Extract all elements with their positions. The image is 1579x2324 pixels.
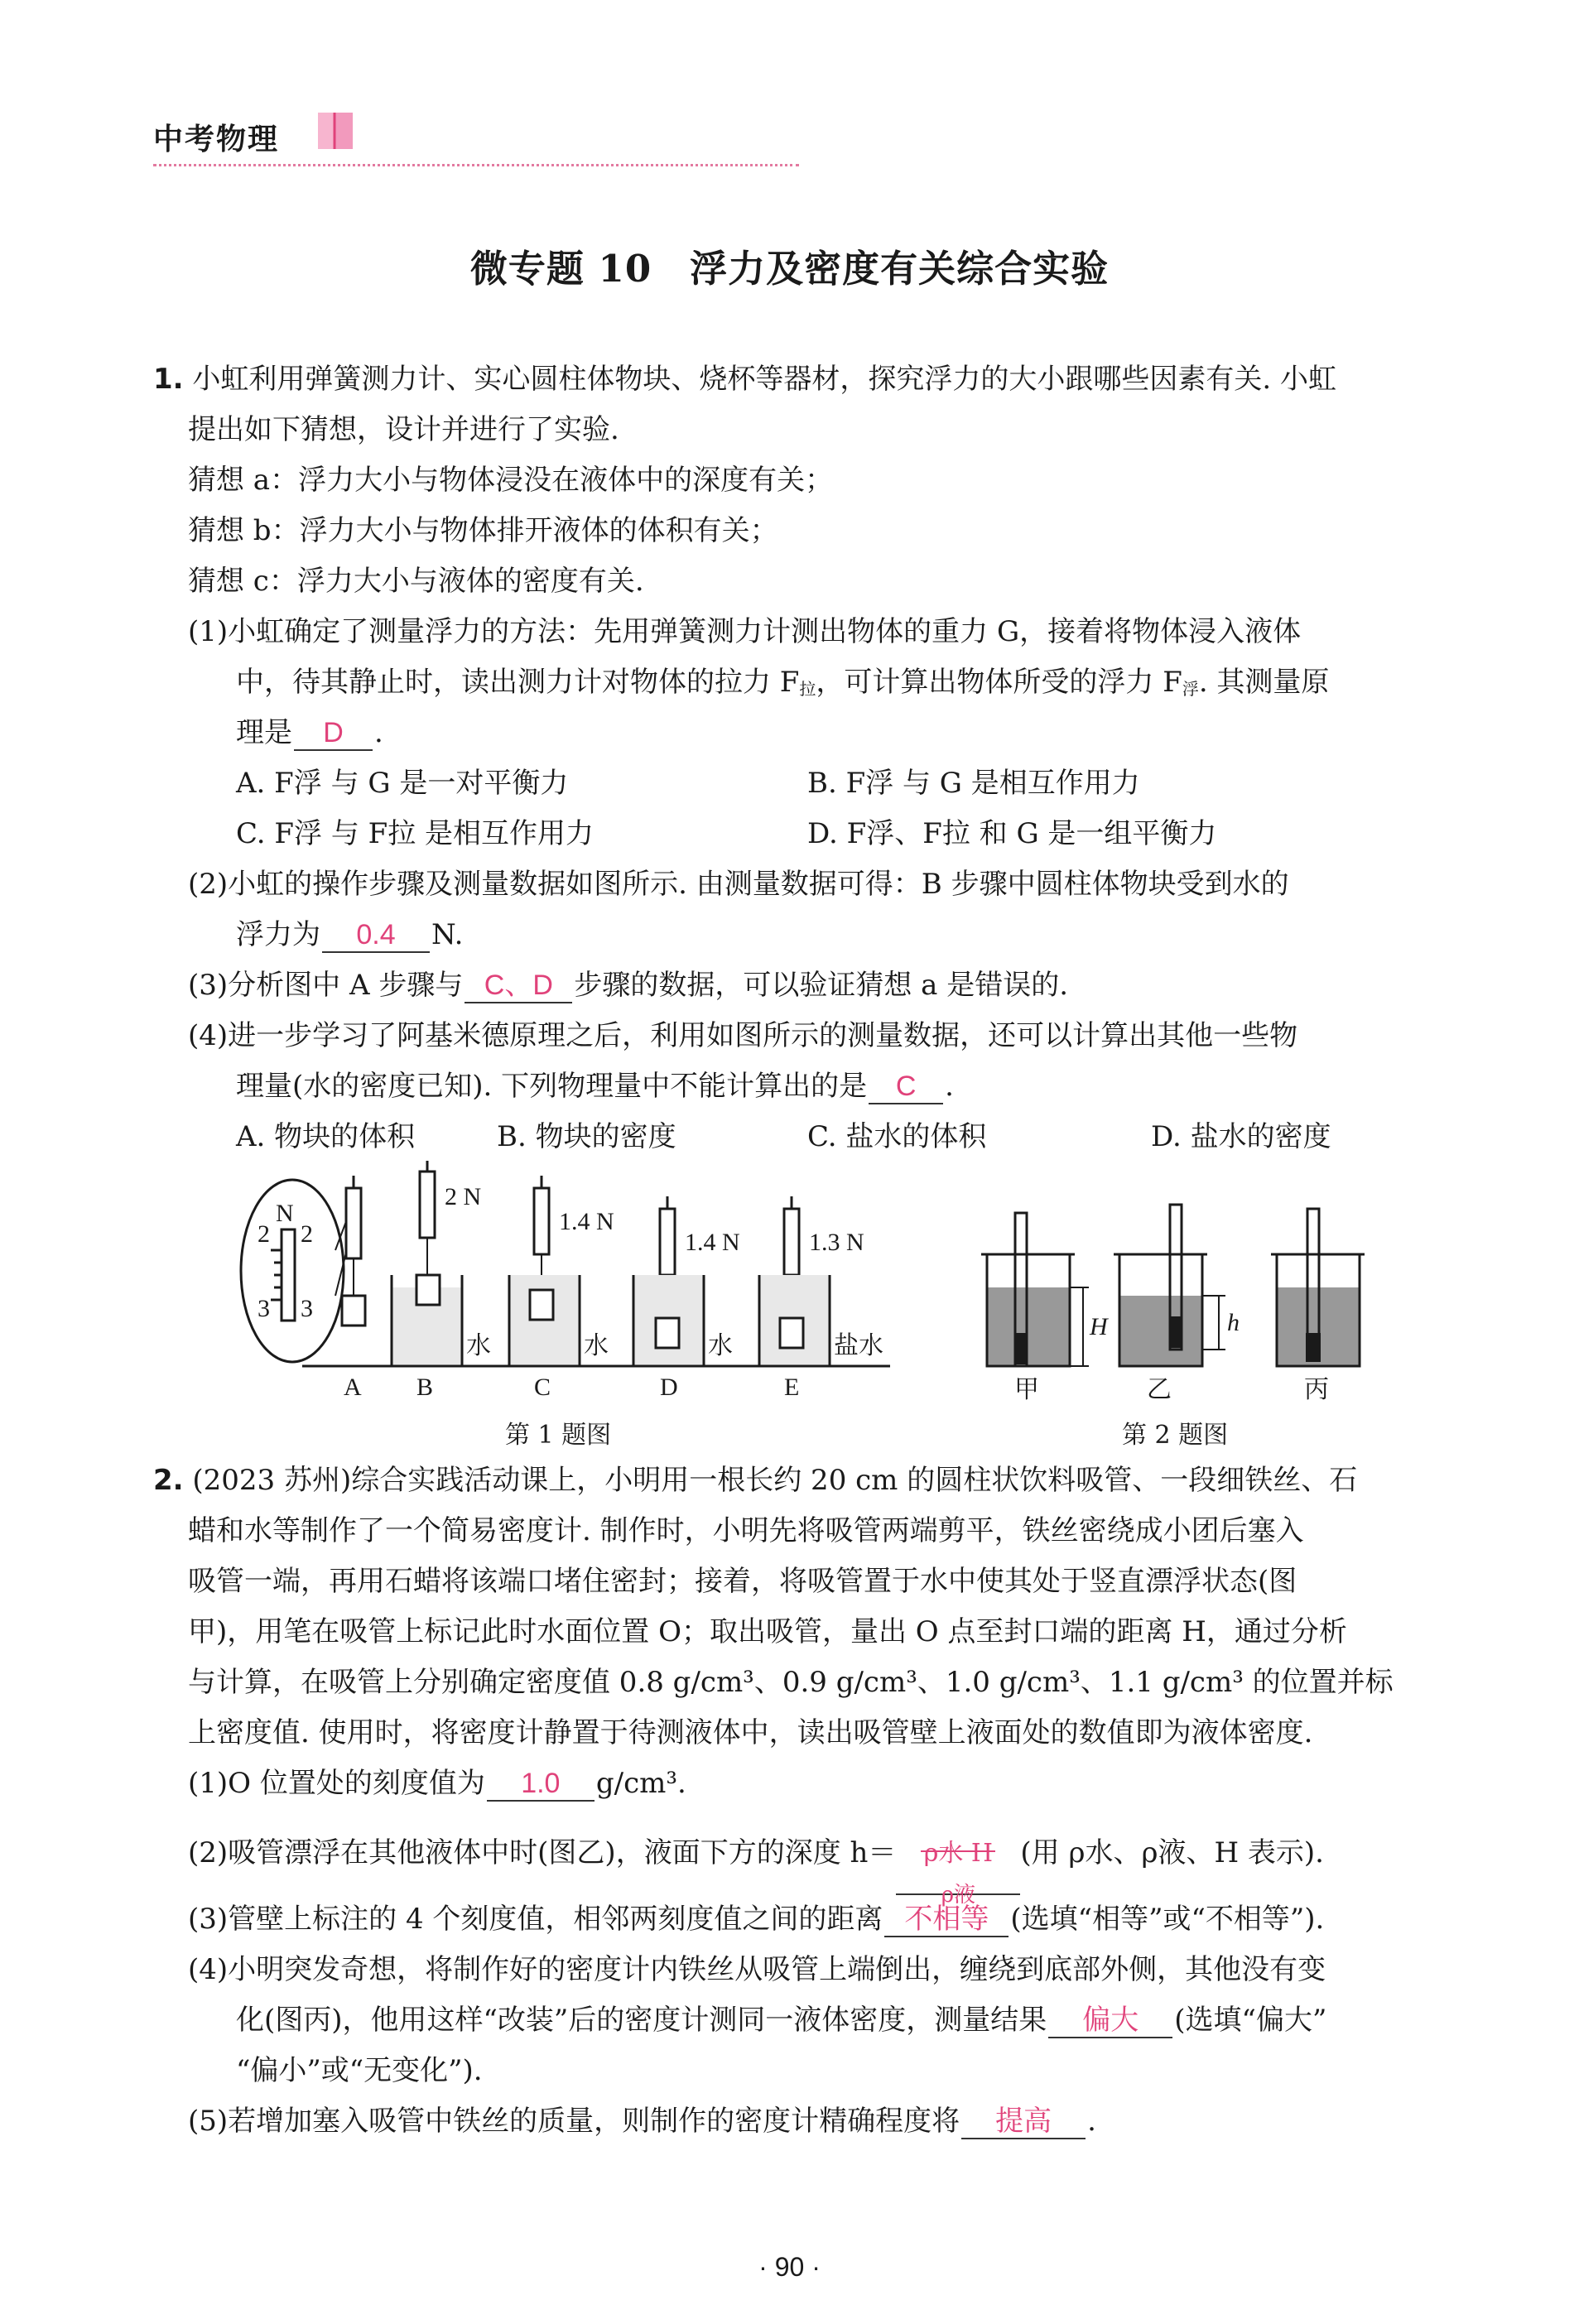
q1-part3: (3)分析图中 A 步骤与 C、D 步骤的数据，可以验证猜想 a 是错误的. xyxy=(188,969,1069,1002)
q2-line3: 吸管一端，再用石蜡将该端口堵住密封；接着，将吸管置于水中使其处于竖直漂浮状态(图 xyxy=(188,1565,1297,1598)
q1-part1-line2: 中，待其静止时，读出测力计对物体的拉力 $F_拉$，可计算出物体所受的浮力 $F_浮$. 其测量原 xyxy=(236,666,1330,699)
fraction-numerator: ρ水 H xyxy=(923,1839,994,1868)
q1-part4-option-b: B. 物块的密度 xyxy=(497,1120,676,1153)
book-icon xyxy=(315,109,356,152)
q1-part2-answer: 0.4 xyxy=(322,918,430,953)
page-title: 微专题 10 浮力及密度有关综合实验 xyxy=(469,247,1110,291)
label-h: h xyxy=(1227,1309,1240,1336)
scale-label-3-right: 3 xyxy=(301,1295,313,1322)
q2-number: 2. xyxy=(153,1464,184,1497)
reading-b: 2 N xyxy=(445,1183,482,1210)
figure-2 xyxy=(977,1192,1474,1407)
beaker-bing xyxy=(1271,1209,1365,1403)
q2-part2-answer xyxy=(896,1814,1020,1908)
label-jia: 甲 xyxy=(1014,1376,1039,1403)
q1-part1-line3: 理是 D . xyxy=(236,716,383,749)
q1-part4-option-a: A. 物块的体积 xyxy=(236,1120,416,1153)
label-yi: 乙 xyxy=(1147,1376,1172,1403)
fraction-bar xyxy=(921,1850,995,1852)
q2-part3: (3)管壁上标注的 4 个刻度值，相邻两刻度值之间的距离 不相等 (选填“相等”或“不相等”). xyxy=(188,1903,1325,1936)
q1-guess-a: 猜想 a：浮力大小与物体浸没在液体中的深度有关； xyxy=(188,464,834,497)
label-bing: 丙 xyxy=(1304,1376,1329,1403)
scale-label-3-left: 3 xyxy=(258,1295,270,1322)
q1-number: 1. xyxy=(153,363,184,396)
q1-option-a: A. F浮 与 G 是一对平衡力 xyxy=(236,767,569,800)
beaker-jia xyxy=(981,1213,1110,1403)
liquid-d: 水 xyxy=(708,1332,733,1359)
figure-1 xyxy=(236,1159,898,1407)
q2-line4: 甲)，用笔在吸管上标记此时水面位置 O；取出吸管，量出 O 点至封口端的距离 H，通过分析 xyxy=(188,1615,1347,1648)
q1-option-d: D. F浮、F拉 和 G 是一组平衡力 xyxy=(807,817,1217,850)
liquid-e: 盐水 xyxy=(834,1332,883,1359)
q1-part3-answer: C、D xyxy=(465,969,572,1003)
step-e xyxy=(759,1196,883,1366)
step-b xyxy=(392,1161,491,1366)
scale-label-2-left: 2 xyxy=(258,1220,270,1248)
q1-line1: 1. 小虹利用弹簧测力计、实心圆柱体物块、烧杯等器材，探究浮力的大小跟哪些因素有关. 小虹 xyxy=(153,363,1337,396)
q2-line2: 蜡和水等制作了一个简易密度计. 制作时，小明先将吸管两端剪平，铁丝密绕成小团后塞入 xyxy=(188,1514,1304,1547)
q2-part1: (1)O 位置处的刻度值为 1.0 g/cm³. xyxy=(188,1767,686,1800)
label-e: E xyxy=(784,1374,800,1401)
q2-part4-answer: 偏大 xyxy=(1048,2004,1172,2038)
q1-part4-option-c: C. 盐水的体积 xyxy=(807,1120,987,1153)
q1-part4-option-d: D. 盐水的密度 xyxy=(1151,1120,1331,1153)
q2-line1: 2. (2023 苏州)综合实践活动课上，小明用一根长约 20 cm 的圆柱状饮料吸管、一段细铁丝、石 xyxy=(153,1464,1358,1497)
q1-part1-line1: (1)小虹确定了测量浮力的方法：先用弹簧测力计测出物体的重力 G，接着将物体浸入液体 xyxy=(188,615,1302,648)
figure-1-caption: 第 1 题图 xyxy=(505,1421,612,1450)
beaker-yi xyxy=(1114,1205,1240,1403)
q1-part4-line1: (4)进一步学习了阿基米德原理之后，利用如图所示的测量数据，还可以计算出其他一些物 xyxy=(188,1019,1298,1052)
q1-part2-line2: 浮力为 0.4 N. xyxy=(236,918,464,951)
q1-part1-answer: D xyxy=(294,716,373,751)
liquid-b: 水 xyxy=(466,1332,491,1359)
step-d xyxy=(633,1196,740,1366)
header-dotted-rule xyxy=(153,164,799,166)
step-a xyxy=(342,1176,365,1326)
figure-2-caption: 第 2 题图 xyxy=(1122,1421,1229,1450)
reading-c: 1.4 N xyxy=(559,1208,614,1235)
q1-part4-line2: 理量(水的密度已知). 下列物理量中不能计算出的是 C . xyxy=(236,1070,954,1103)
q2-line5: 与计算，在吸管上分别确定密度值 0.8 g/cm³、0.9 g/cm³、1.0 g/cm³、1.1 g/cm³ 的位置并标 xyxy=(188,1666,1394,1699)
q2-part5-answer: 提高 xyxy=(961,2105,1086,2139)
label-b: B xyxy=(416,1374,434,1401)
q1-option-c: C. F浮 与 F拉 是相互作用力 xyxy=(236,817,595,850)
q1-guess-c: 猜想 c：浮力大小与液体的密度有关. xyxy=(188,565,644,598)
page-header xyxy=(153,98,799,172)
q2-part3-answer: 不相等 xyxy=(884,1903,1009,1937)
q1-option-b: B. F浮 与 G 是相互作用力 xyxy=(807,767,1140,800)
reading-d: 1.4 N xyxy=(685,1229,740,1256)
q1-part2-line1: (2)小虹的操作步骤及测量数据如图所示. 由测量数据可得：B 步骤中圆柱体物块受到水的 xyxy=(188,868,1289,901)
q1-part4-answer: C xyxy=(869,1070,943,1104)
reading-e: 1.3 N xyxy=(809,1229,864,1256)
step-c xyxy=(509,1176,614,1366)
label-c: C xyxy=(534,1374,551,1401)
label-H: H xyxy=(1090,1313,1108,1340)
label-a: A xyxy=(344,1374,362,1401)
q2-part2: (2)吸管漂浮在其他液体中时(图乙)，液面下方的深度 h＝ ρ水 H ρ液 (用 ρ水、ρ液、H 表示). xyxy=(188,1813,1324,1895)
q2-part4-line2: 化(图丙)，他用这样“改装”后的密度计测同一液体密度，测量结果 偏大 (选填“偏大” xyxy=(236,2004,1327,2037)
liquid-c: 水 xyxy=(584,1332,609,1359)
label-d: D xyxy=(660,1374,678,1401)
header-label: 中考物理 xyxy=(153,123,280,156)
page-number: · 90 · xyxy=(758,2252,821,2282)
q1-guess-b: 猜想 b：浮力大小与物体排开液体的体积有关； xyxy=(188,514,778,547)
scale-label-2-right: 2 xyxy=(301,1220,313,1248)
q2-part5: (5)若增加塞入吸管中铁丝的质量，则制作的密度计精确程度将 提高 . xyxy=(188,2105,1096,2138)
fraction-denominator: ρ液 xyxy=(941,1883,976,1908)
q2-part4-line3: “偏小”或“无变化”). xyxy=(236,2054,483,2087)
q1-line2: 提出如下猜想，设计并进行了实验. xyxy=(188,413,619,446)
q2-line6: 上密度值. 使用时，将密度计静置于待测液体中，读出吸管壁上液面处的数值即为液体密度. xyxy=(188,1716,1313,1749)
q2-part4-line1: (4)小明突发奇想，将制作好的密度计内铁丝从吸管上端倒出，缠绕到底部外侧，其他没有变 xyxy=(188,1953,1326,1986)
q2-part1-answer: 1.0 xyxy=(487,1767,595,1802)
scale-label-n: N xyxy=(276,1200,294,1227)
